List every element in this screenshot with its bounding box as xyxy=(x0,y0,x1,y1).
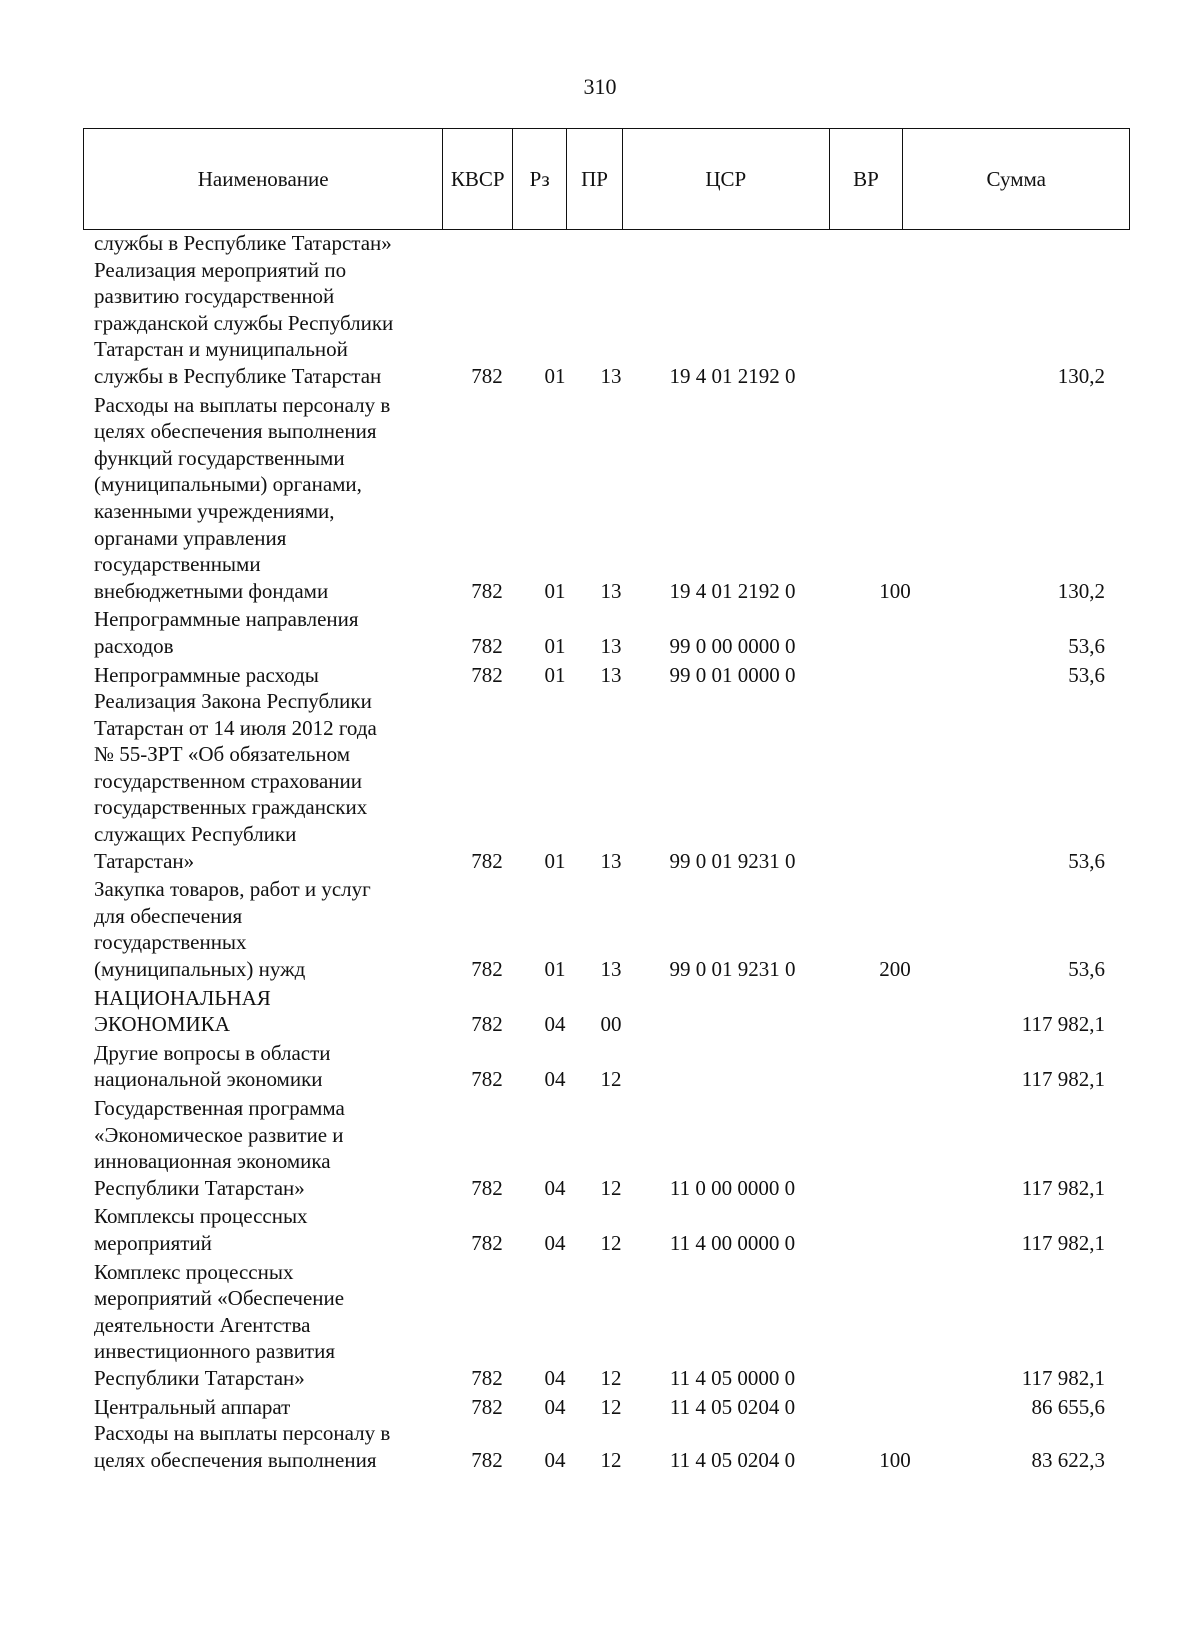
row-name-line: казенными учреждениями, xyxy=(94,498,335,523)
header-sum: Сумма xyxy=(986,166,1046,191)
cell-pr: 12 xyxy=(600,1447,622,1472)
cell-csr: 19 4 01 2192 0 xyxy=(669,578,796,603)
cell-sum: 53,6 xyxy=(1068,848,1105,873)
cell-sum: 117 982,1 xyxy=(1021,1365,1105,1390)
table-row xyxy=(0,606,1200,659)
cell-kvsr: 782 xyxy=(471,1012,503,1037)
header-kvsr: КВСР xyxy=(443,129,513,229)
cell-kvsr: 782 xyxy=(471,1394,503,1419)
cell-kvsr: 782 xyxy=(471,1175,503,1200)
table-row xyxy=(0,230,1200,257)
row-name xyxy=(94,230,448,257)
table-row xyxy=(0,1040,1200,1093)
cell-kvsr: 782 xyxy=(471,1447,503,1472)
cell-rz: 04 xyxy=(544,1365,566,1390)
cell-rz: 04 xyxy=(544,1067,566,1092)
cell-csr: 11 4 05 0000 0 xyxy=(669,1365,796,1390)
table-row xyxy=(0,1420,1200,1473)
cell-sum: 53,6 xyxy=(1068,633,1105,658)
row-name-line: Другие вопросы в области xyxy=(94,1040,331,1065)
page-number: 310 xyxy=(583,74,617,99)
row-name-line: мероприятий xyxy=(94,1230,212,1255)
row-name-line: внебюджетными фондами xyxy=(94,578,329,603)
cell-rz: 04 xyxy=(544,1394,566,1419)
cell-rz: 04 xyxy=(544,1175,566,1200)
cell-sum: 117 982,1 xyxy=(1021,1012,1105,1037)
cell-rz: 01 xyxy=(544,633,566,658)
row-name-line: инновационная экономика xyxy=(94,1149,331,1174)
row-name xyxy=(94,662,448,689)
cell-rz: 04 xyxy=(544,1230,566,1255)
cell-pr: 13 xyxy=(600,578,622,603)
row-name-line: мероприятий «Обеспечение xyxy=(94,1286,345,1311)
row-name-line: Республики Татарстан» xyxy=(94,1175,305,1200)
row-name-line: органами управления xyxy=(94,525,287,550)
cell-csr: 11 0 00 0000 0 xyxy=(669,1175,796,1200)
cell-pr: 12 xyxy=(600,1394,622,1419)
row-name-line: НАЦИОНАЛЬНАЯ xyxy=(94,985,271,1010)
cell-sum: 130,2 xyxy=(1057,578,1105,603)
row-name-line: ЭКОНОМИКА xyxy=(94,1012,230,1037)
table-row xyxy=(0,1394,1200,1421)
header-name: Наименование xyxy=(84,129,443,229)
row-name xyxy=(94,257,448,390)
row-name xyxy=(94,1040,448,1093)
cell-kvsr: 782 xyxy=(471,363,503,388)
row-name-line: развитию государственной xyxy=(94,284,335,309)
row-name-line: Расходы на выплаты персоналу в xyxy=(94,1421,391,1446)
row-name xyxy=(94,688,448,874)
row-name xyxy=(94,1420,448,1473)
table-row xyxy=(0,662,1200,689)
cell-csr: 99 0 01 0000 0 xyxy=(669,662,796,687)
row-name-line: целях обеспечения выполнения xyxy=(94,419,377,444)
row-name-line: целях обеспечения выполнения xyxy=(94,1447,377,1472)
cell-csr: 19 4 01 2192 0 xyxy=(669,363,796,388)
row-name-line: деятельности Агентства xyxy=(94,1312,311,1337)
cell-sum: 130,2 xyxy=(1057,363,1105,388)
cell-csr: 11 4 05 0204 0 xyxy=(669,1447,796,1472)
cell-kvsr: 782 xyxy=(471,662,503,687)
row-name-line: Государственная программа xyxy=(94,1096,345,1120)
row-name xyxy=(94,1259,448,1392)
table-row xyxy=(0,257,1200,390)
table-row xyxy=(0,688,1200,874)
cell-sum: 117 982,1 xyxy=(1021,1230,1105,1255)
table-row xyxy=(0,1203,1200,1256)
cell-kvsr: 782 xyxy=(471,848,503,873)
cell-rz: 01 xyxy=(544,848,566,873)
cell-csr: 99 0 00 0000 0 xyxy=(669,633,796,658)
row-name-line: государственных гражданских xyxy=(94,795,368,820)
cell-kvsr: 782 xyxy=(471,633,503,658)
row-name xyxy=(94,1095,448,1201)
row-name-line: «Экономическое развитие и xyxy=(94,1122,344,1147)
cell-csr: 11 4 00 0000 0 xyxy=(669,1230,796,1255)
cell-vr: 100 xyxy=(879,578,911,603)
cell-pr: 13 xyxy=(600,662,622,687)
cell-kvsr: 782 xyxy=(471,1067,503,1092)
row-name-line: государственными xyxy=(94,552,261,577)
header-rz: Рз xyxy=(513,129,567,229)
row-name-line: Расходы на выплаты персоналу в xyxy=(94,392,391,417)
cell-sum: 117 982,1 xyxy=(1021,1175,1105,1200)
cell-sum: 86 655,6 xyxy=(1031,1394,1105,1419)
cell-rz: 01 xyxy=(544,957,566,982)
row-name-line: Комплексы процессных xyxy=(94,1204,308,1229)
row-name-line: Реализация Закона Республики xyxy=(94,689,372,714)
cell-csr: 99 0 01 9231 0 xyxy=(669,848,796,873)
cell-pr: 12 xyxy=(600,1067,622,1092)
row-name-line: Непрограммные направления xyxy=(94,607,359,632)
cell-pr: 13 xyxy=(600,957,622,982)
row-name-line: служащих Республики xyxy=(94,822,297,847)
row-name-line: государственных xyxy=(94,930,247,955)
row-name-line: Татарстан и муниципальной xyxy=(94,337,348,362)
cell-rz: 01 xyxy=(544,363,566,388)
table-row xyxy=(0,392,1200,605)
row-name-line: № 55-ЗРТ «Об обязательном xyxy=(94,742,350,767)
cell-rz: 01 xyxy=(544,662,566,687)
row-name xyxy=(94,985,448,1038)
row-name-line: Реализация мероприятий по xyxy=(94,257,347,282)
cell-rz: 01 xyxy=(544,578,566,603)
header-pr: ПР xyxy=(567,129,623,229)
row-name-line: Республики Татарстан» xyxy=(94,1365,305,1390)
row-name-line: Комплекс процессных xyxy=(94,1259,294,1284)
cell-pr: 12 xyxy=(600,1175,622,1200)
row-name-line: Закупка товаров, работ и услуг xyxy=(94,877,371,902)
cell-pr: 00 xyxy=(600,1012,622,1037)
cell-kvsr: 782 xyxy=(471,1230,503,1255)
row-name-line: инвестиционного развития xyxy=(94,1339,335,1364)
cell-sum: 117 982,1 xyxy=(1021,1067,1105,1092)
header-vr: ВР xyxy=(830,129,904,229)
cell-pr: 13 xyxy=(600,633,622,658)
table-row xyxy=(0,985,1200,1038)
cell-sum: 53,6 xyxy=(1068,662,1105,687)
table-row xyxy=(0,1259,1200,1392)
row-name-line: (муниципальных) нужд xyxy=(94,957,306,982)
cell-pr: 13 xyxy=(600,363,622,388)
cell-kvsr: 782 xyxy=(471,957,503,982)
row-name-line: государственном страховании xyxy=(94,768,363,793)
row-name xyxy=(94,1203,448,1256)
cell-vr: 200 xyxy=(879,957,911,982)
cell-sum: 83 622,3 xyxy=(1031,1447,1105,1472)
row-name-line: расходов xyxy=(94,633,174,658)
cell-pr: 13 xyxy=(600,848,622,873)
row-name-line: для обеспечения xyxy=(94,903,243,928)
row-name-line: национальной экономики xyxy=(94,1067,323,1092)
table-row xyxy=(0,1095,1200,1201)
header-csr: ЦСР xyxy=(623,129,830,229)
cell-rz: 04 xyxy=(544,1012,566,1037)
cell-sum: 53,6 xyxy=(1068,957,1105,982)
cell-kvsr: 782 xyxy=(471,1365,503,1390)
row-name-line: Татарстан от 14 июля 2012 года xyxy=(94,715,377,740)
row-name xyxy=(94,876,448,982)
row-name xyxy=(94,1394,448,1421)
cell-kvsr: 782 xyxy=(471,578,503,603)
row-name-line: функций государственными xyxy=(94,445,345,470)
row-name-line: Центральный аппарат xyxy=(94,1394,291,1419)
row-name-line: службы в Республике Татарстан xyxy=(94,363,382,388)
cell-csr: 99 0 01 9231 0 xyxy=(669,957,796,982)
cell-rz: 04 xyxy=(544,1447,566,1472)
cell-pr: 12 xyxy=(600,1230,622,1255)
cell-vr: 100 xyxy=(879,1447,911,1472)
row-name-line: службы в Республике Татарстан» xyxy=(94,231,392,255)
table-row xyxy=(0,876,1200,982)
cell-csr: 11 4 05 0204 0 xyxy=(669,1394,796,1419)
row-name xyxy=(94,392,448,605)
row-name-line: Татарстан» xyxy=(94,848,195,873)
row-name-line: гражданской службы Республики xyxy=(94,310,394,335)
table-body xyxy=(0,230,1200,1475)
row-name xyxy=(94,606,448,659)
cell-pr: 12 xyxy=(600,1365,622,1390)
row-name-line: Непрограммные расходы xyxy=(94,662,319,687)
row-name-line: (муниципальными) органами, xyxy=(94,472,362,497)
table-header xyxy=(83,128,1130,230)
